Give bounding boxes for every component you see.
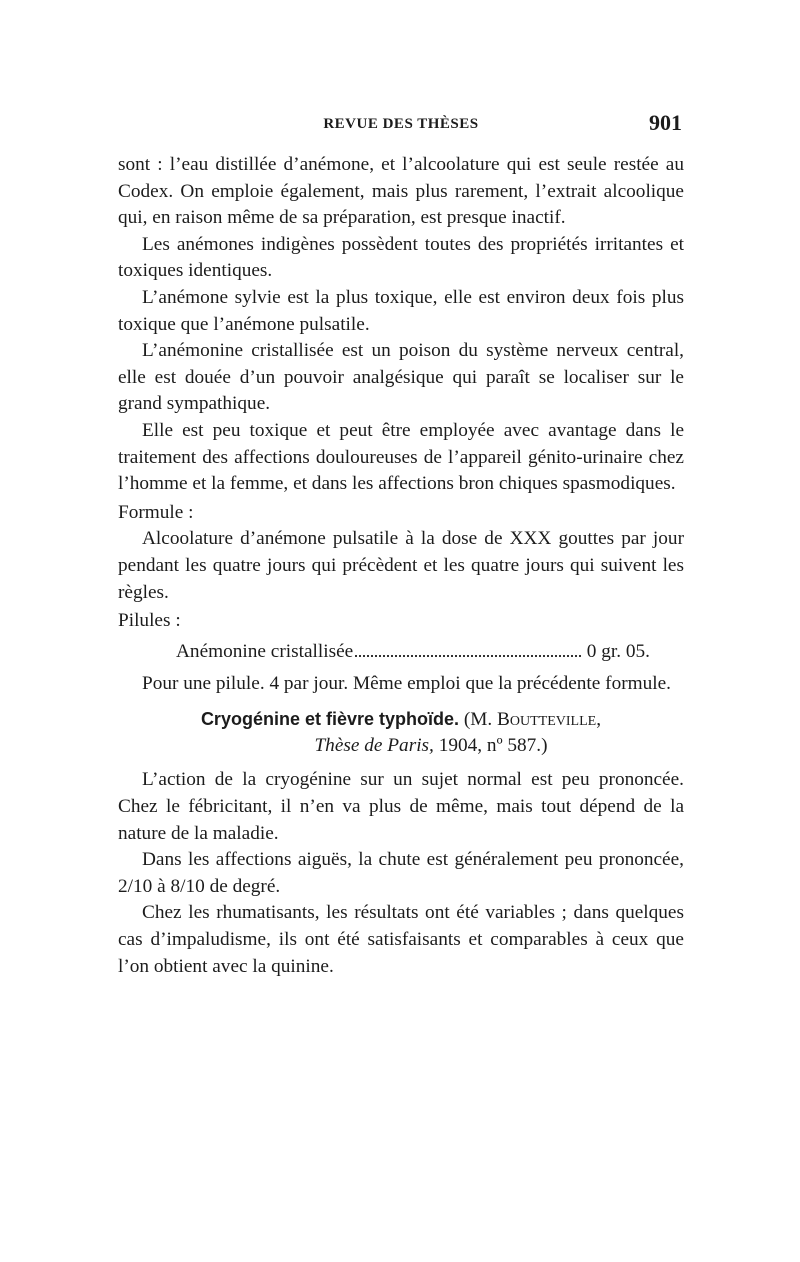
paragraph-2: Les anémones indigènes possèdent toutes des propriétés irritantes et toxiques identiques. bbox=[118, 233, 684, 282]
section-heading bbox=[118, 706, 684, 733]
page-header bbox=[118, 112, 684, 142]
paragraph-6: Alcoolature d’anémone pulsatile à la dose de XXX gouttes par jour pendant les quatre jours qui précèdent et les quatre jours qui suivent les règles. bbox=[118, 528, 684, 603]
dot-leader bbox=[355, 655, 581, 657]
page-body bbox=[118, 152, 684, 980]
paragraph-10: Chez les rhumatisants, les résultats ont été variables ; dans quelques cas d’impaludisme, ils ont été satisfaisants et comparables à ceux que l’on obtient avec la quinine. bbox=[118, 902, 684, 977]
section-source bbox=[118, 733, 684, 760]
section-author: Boutteville, bbox=[497, 708, 602, 730]
paragraph-9: Dans les affections aiguës, la chute est généralement peu prononcée, 2/10 à 8/10 de degré. bbox=[118, 849, 684, 897]
recipe-ingredient: Anémonine cristallisée bbox=[176, 640, 354, 662]
section-author-open: (M. bbox=[463, 708, 493, 730]
section-source-rest: 1904, nº 587.) bbox=[438, 734, 548, 756]
page-number: 901 bbox=[649, 110, 682, 135]
section-title: Cryogénine et fièvre typhoïde. bbox=[200, 708, 459, 729]
section-source-italic: Thèse de Paris, bbox=[314, 734, 434, 756]
paragraph-3: L’anémone sylvie est la plus toxique, elle est environ deux fois plus toxique que l’anémone pulsatile. bbox=[118, 286, 684, 335]
paragraph-7: Pour une pilule. 4 par jour. Même emploi que la précédente formule. bbox=[142, 673, 672, 695]
pills-label: Pilules : bbox=[118, 610, 181, 632]
paragraph-8: L’action de la cryogénine sur un sujet normal est peu prononcée. Chez le fébricitant, il n’en va plus de même, mais tout dépend de la nature de la maladie. bbox=[118, 769, 684, 844]
running-head: REVUE DES THÈSES bbox=[323, 116, 479, 132]
recipe-amount: 0 gr. 05. bbox=[586, 640, 650, 662]
paragraph-1: sont : l’eau distillée d’anémone, et l’alcoolature qui est seule restée au Codex. On emploie également, mais plus rarement, l’extrait alcoolique qui, en raison même de sa préparation, est presque inactif. bbox=[118, 154, 684, 229]
recipe-line bbox=[118, 639, 684, 666]
formula-label: Formule : bbox=[118, 501, 194, 523]
paragraph-5: Elle est peu toxique et peut être employée avec avantage dans le traitement des affections douloureuses de l’appareil génito-urinaire chez l’homme et la femme, et dans les affections bron chiques spasmodiques. bbox=[118, 419, 684, 495]
paragraph-4: L’anémonine cristallisée est un poison du système nerveux central, elle est douée d’un pouvoir analgésique qui paraît se localiser sur le grand sympathique. bbox=[118, 340, 684, 415]
